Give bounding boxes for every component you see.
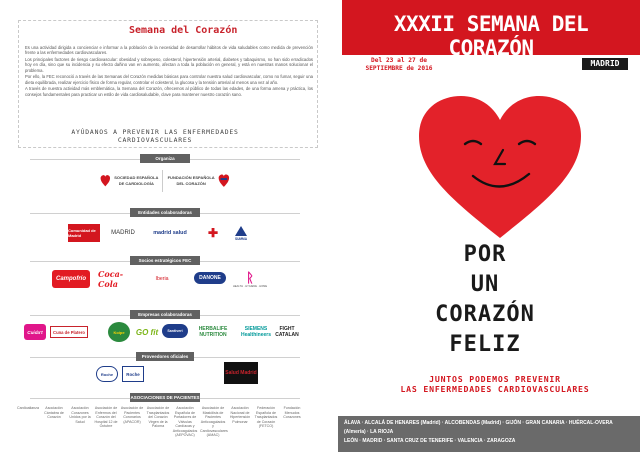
- banner-title: XXXII SEMANA DEL CORAZÓN: [393, 12, 589, 60]
- intro-paragraph: A través de nuestra actividad más emblemática, la Semana del Corazón, ofrecemos al público de todas las edades, de una forma amena y práctica, los consejos fundamentales para practicar un estilo de vida cardiosaludable, clave para mantener nuestro corazón sano.: [25, 86, 313, 97]
- dates-line-1: Del 23 al 27 de: [371, 57, 427, 64]
- logo-herbalife: [194, 324, 232, 340]
- event-dates: [344, 57, 454, 72]
- logo-text: SIEMENS Healthineers: [240, 326, 271, 338]
- logo-cruz-roja: [198, 222, 228, 244]
- sec-heart-icon: [100, 170, 111, 192]
- logo-roche-2: [122, 366, 144, 382]
- association-item: Asociación de Enfermos del Corazón del Hospital 12 de Octubre: [94, 406, 118, 428]
- tagline-line-1: JUNTOS PODEMOS PREVENIR: [429, 374, 561, 384]
- sec-logo-text: SOCIEDAD ESPAÑOLA DE CARDIOLOGÍA: [114, 175, 159, 186]
- logo-text: Cuida't: [27, 329, 43, 335]
- logo-campofrio: [52, 270, 90, 288]
- association-item: Asociación Corazones Unidos por la Salud: [69, 406, 91, 424]
- dates-line-2: SEPTIEMBRE de 2016: [365, 64, 433, 72]
- logo-roche-1: [96, 366, 118, 382]
- logo-text: HERBALIFE NUTRITION: [198, 326, 228, 338]
- logo-text: GO fit: [135, 327, 159, 337]
- association-item: Asociación Española de Portadores de Válvulas Cardíacas y Anticoagulados (AEPOVAC): [172, 406, 198, 437]
- logo-fec: [166, 168, 230, 194]
- headline-line-1: POR: [463, 242, 507, 267]
- logo-text: DANONE: [199, 275, 221, 281]
- right-page: [330, 0, 640, 452]
- logo-madrid: [104, 226, 142, 240]
- logo-coca-cola: [98, 270, 142, 288]
- association-item: Asociación de Mastólisis de Pacientes Anticoagulados y Cardiovasculares (AMAC): [200, 406, 228, 437]
- logo-salud-madrid: [224, 362, 258, 384]
- logo-madrid-salud: [146, 226, 194, 240]
- logo-santiveri: [162, 324, 188, 338]
- logo-text: Coca-Cola: [98, 269, 124, 289]
- logo-text: Santiveri: [167, 329, 183, 333]
- logo-text: Salud Madrid: [225, 370, 257, 376]
- intro-paragraph: Es una actividad dirigida a concienciar e informar a la población de la necesidad de desarrollar hábitos de vida saludables como medida de prevención frente a las enfermedades cardiovasculares.: [25, 45, 313, 56]
- section-label-socios: Socios estratégicos FEC: [130, 256, 200, 265]
- logo-text: Roche: [126, 371, 140, 377]
- logo-sec: [100, 168, 160, 194]
- logo-text: Koipe: [113, 329, 125, 335]
- logo-cuidat: [24, 324, 46, 340]
- association-item: Fundación Menudos Corazones: [283, 406, 301, 419]
- logo-gofit: [134, 324, 160, 340]
- logo-reckitt: [232, 266, 268, 292]
- logo-text: Comunidad de Madrid: [68, 228, 96, 238]
- association-item: Asociación de Pacientes Coronarios (APACOR): [120, 406, 144, 424]
- logo-koipe: [108, 322, 130, 342]
- logo-divider: [162, 170, 163, 192]
- logo-cuna-platero: [50, 326, 88, 338]
- tagline: [350, 374, 640, 394]
- headline-line-3: CORAZÓN: [435, 302, 535, 327]
- logo-text: HEALTH · HYGIENE · HOME: [232, 284, 268, 288]
- logo-text: MADRID: [111, 230, 135, 236]
- logo-fight-catalan: [276, 322, 298, 342]
- logo-text: Iberia: [155, 276, 169, 282]
- logo-siemens: [240, 324, 272, 340]
- section-label-asociaciones: ASOCIACIONES DE PACIENTES: [130, 395, 200, 400]
- city-badge: MADRID: [582, 58, 628, 70]
- intro-title: Semana del Corazón: [129, 25, 238, 36]
- intro-slogan: AYÚDANOS A PREVENIR LAS ENFERMEDADES CARDIOVASCULARES: [71, 128, 239, 144]
- association-item: Cardioalianza: [17, 406, 39, 410]
- section-label-organiza: Organiza: [140, 154, 190, 163]
- logo-text: FIGHT CATALAN: [275, 326, 299, 338]
- intro-paragraph: Los principales factores de riesgo cardiovascular: obesidad y sobrepeso, colesterol, hipertensión arterial, diabetes y tabaquismo, no han sido erradicados hoy en día, sino que su incidencia y su efecto dañino van en aumento, afectan a toda la población en general, y está en nuestras manos solucionar el problema.: [25, 57, 313, 73]
- headline-line-2: UN: [470, 272, 500, 297]
- association-item: Federación Española de Trasplantados de Corazón (FETCO): [254, 406, 278, 428]
- logo-comunidad-madrid: [68, 224, 100, 242]
- cities-bar: [338, 416, 640, 452]
- section-label-proveedores: Proveedores oficiales: [136, 352, 194, 361]
- intro-paragraph: Por ello, la FEC reconoció a través de las Semanas del Corazón medidas básicas para controlar nuestra salud cardiovascular, como no fumar, seguir una dieta equilibrada, realizar ejercicio físico de forma regular, controlar el colesterol, la glucosa y la tensión arterial al menos una vez al año.: [25, 74, 313, 85]
- summa-icon: [234, 225, 248, 237]
- reckitt-mark-icon: ᚱ: [246, 269, 254, 285]
- association-item: Asociación de Trasplantados del Corazón Virgen de la Paloma: [146, 406, 170, 428]
- section-label-entidades: Entidades colaboradoras: [130, 208, 200, 217]
- section-label-empresas: Empresas colaboradoras: [130, 310, 200, 319]
- association-item: Asociación Nacional de Hipertensión Pulmonar: [229, 406, 251, 424]
- fec-logo-text: FUNDACIÓN ESPAÑOLA DEL CORAZÓN: [167, 175, 215, 186]
- smiling-heart-icon: [415, 92, 585, 242]
- cities-line-1: ÁLAVA · ALCALÁ DE HENARES (Madrid) · ALCOBENDAS (Madrid) · GIJÓN · GRAN CANARIA · HUÉRCAL-OVERA (Almería) · LA RIOJA: [344, 420, 613, 435]
- logo-text: Cuna de Platero: [53, 329, 85, 335]
- cities-line-2: LEÓN · MADRID · SANTA CRUZ DE TENERIFE · VALENCIA · ZARAGOZA: [344, 438, 516, 444]
- logo-iberia: [146, 272, 178, 286]
- logo-text: madrid salud: [153, 230, 187, 236]
- logo-summa: [232, 222, 250, 244]
- fec-heart-icon: [218, 170, 230, 192]
- logo-danone: [194, 272, 226, 284]
- title-banner: [342, 0, 640, 60]
- intro-text: [25, 45, 313, 98]
- logo-text: SUMMA: [234, 237, 248, 241]
- tagline-line-2: LAS ENFERMEDADES CARDIOVASCULARES: [400, 384, 590, 394]
- headline-line-4: FELIZ: [449, 332, 521, 357]
- cross-icon: ✚: [207, 226, 219, 240]
- logo-text: Campofrío: [56, 276, 86, 282]
- association-item: Asociación Cántabra de Corazón: [44, 406, 64, 419]
- logo-text: Roche: [100, 371, 114, 377]
